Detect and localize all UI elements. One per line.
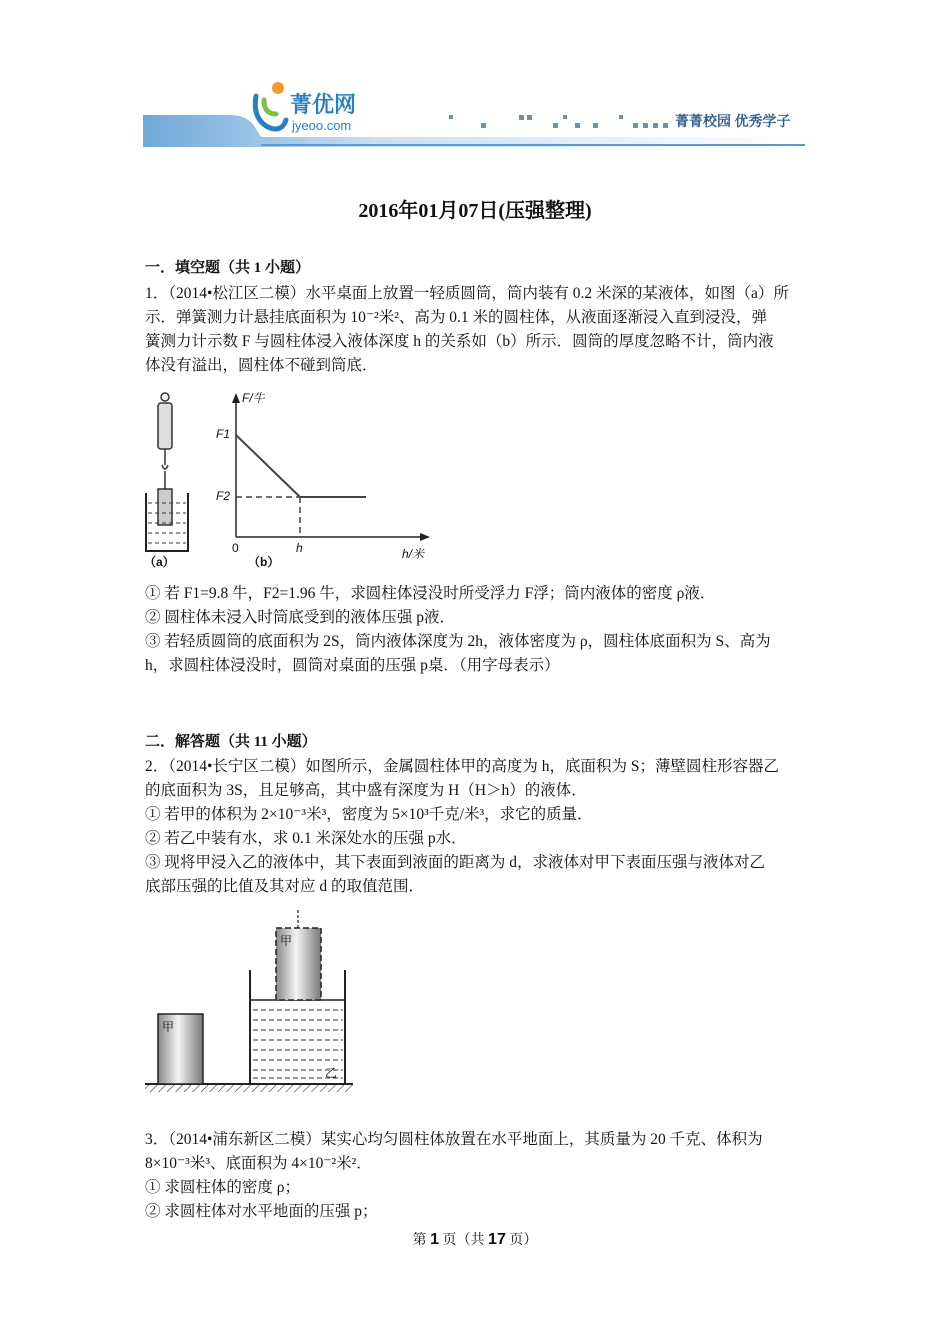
figure-label-a: （a） bbox=[144, 555, 175, 569]
question-line: ② 求圆柱体对水平地面的压强 p； bbox=[145, 1203, 378, 1220]
question-line: 1．（2014•松江区二模）水平桌面上放置一轻质圆筒，筒内装有 0.2 米深的某液体，如图（a）所 bbox=[145, 285, 789, 302]
footer-post: 页） bbox=[509, 1233, 538, 1248]
spring-scale-icon bbox=[158, 393, 172, 489]
part-line: ② 圆柱体未浸入时筒底受到的液体压强 p液． bbox=[145, 609, 456, 626]
page-footer bbox=[0, 1229, 950, 1249]
question-1-parts bbox=[145, 582, 771, 678]
footer-mid: 页（共 bbox=[442, 1233, 485, 1248]
figure-label-b: （b） bbox=[248, 555, 280, 569]
question-line: ③ 现将甲浸入乙的液体中，其下表面到液面的距离为 d，求液体对甲下表面压强与液体对乙 bbox=[145, 854, 766, 871]
graph-b bbox=[232, 393, 430, 541]
footer-total-pages: 17 bbox=[488, 1231, 506, 1248]
x-axis-label: h/米 bbox=[402, 547, 425, 561]
question-line: ① 若甲的体积为 2×10⁻³米³，密度为 5×10³千克/米³，求它的质量． bbox=[145, 806, 593, 823]
part-line: ① 若 F1=9.8 牛，F2=1.96 牛，求圆柱体浸没时所受浮力 F浮；筒内液体的密度 ρ液． bbox=[145, 585, 716, 602]
question-line: 3．（2014•浦东新区二模）某实心均匀圆柱体放置在水平地面上，其质量为 20 千克、体积为 bbox=[145, 1131, 763, 1148]
figure-2 bbox=[145, 910, 365, 1095]
jia-label: 甲 bbox=[162, 1020, 175, 1034]
section-heading: 二．解答题（共 11 小题） bbox=[145, 734, 317, 750]
h-tick-label: h bbox=[296, 541, 303, 555]
y-axis-label: F/牛 bbox=[242, 391, 265, 405]
logo-text: 菁优网 bbox=[290, 93, 357, 118]
question-line: ② 若乙中装有水，求 0.1 米深处水的压强 p水． bbox=[145, 830, 467, 847]
footer-page-number: 1 bbox=[430, 1231, 440, 1248]
page-title: 2016年01月07日(压强整理) bbox=[358, 200, 592, 222]
question-3 bbox=[145, 1128, 763, 1224]
logo-person-icon bbox=[250, 80, 290, 136]
question-line: 示．弹簧测力计悬挂底面积为 10⁻²米²、高为 0.1 米的圆柱体，从液面逐渐浸入直到浸没，弹 bbox=[145, 309, 767, 326]
section-heading: 一．填空题（共 1 小题） bbox=[145, 260, 311, 276]
part-line: h，求圆柱体浸没时，圆筒对桌面的压强 p桌．（用字母表示） bbox=[145, 657, 560, 674]
part-line: ③ 若轻质圆筒的底面积为 2S，筒内液体深度为 2h，液体密度为 ρ，圆柱体底面积为 S、高为 bbox=[145, 633, 771, 650]
question-2 bbox=[145, 755, 779, 899]
logo bbox=[250, 80, 400, 140]
f2-label: F2 bbox=[216, 489, 231, 503]
f1-label: F1 bbox=[216, 427, 231, 441]
question-line: 底部压强的比值及其对应 d 的取值范围． bbox=[145, 878, 425, 895]
header-slogan: 菁菁校园 优秀学子 bbox=[675, 115, 791, 130]
figure-1 bbox=[140, 385, 450, 575]
yi-label: 乙 bbox=[325, 1066, 338, 1080]
origin-label: 0 bbox=[232, 541, 239, 555]
logo-url: jyeoo.com bbox=[292, 118, 352, 133]
jia-label-hanging: 甲 bbox=[280, 934, 293, 948]
question-line: 体没有溢出，圆柱体不碰到筒底． bbox=[145, 357, 378, 374]
question-line: ① 求圆柱体的密度 ρ； bbox=[145, 1179, 300, 1196]
cylinder-container-icon bbox=[146, 489, 188, 551]
question-line: 的底面积为 3S，且足够高，其中盛有深度为 H（H＞h）的液体． bbox=[145, 782, 587, 799]
question-line: 簧测力计示数 F 与圆柱体浸入液体深度 h 的关系如（b）所示．圆筒的厚度忽略不计，筒内液 bbox=[145, 333, 774, 350]
question-line: 8×10⁻³米³、底面积为 4×10⁻²米²． bbox=[145, 1155, 372, 1172]
question-1 bbox=[145, 282, 789, 378]
footer-pre: 第 bbox=[412, 1233, 427, 1248]
question-line: 2．（2014•长宁区二模）如图所示，金属圆柱体甲的高度为 h，底面积为 S；薄壁圆柱形容器乙 bbox=[145, 758, 780, 775]
